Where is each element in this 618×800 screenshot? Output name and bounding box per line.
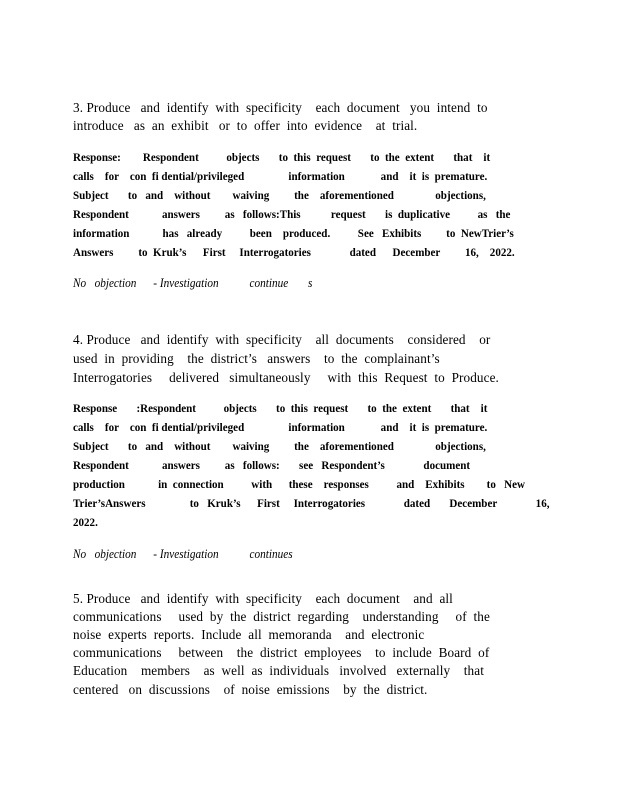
response-4-line-3: Subject to and without waiving the aforementioned objections,	[73, 439, 486, 453]
response-3-line-4: Respondent answers as follows:This request is duplicative as the	[73, 207, 511, 221]
response-3-line-5: information has already been produced. See Exhibits to NewTrier’s	[73, 226, 514, 240]
request-5-line-2: communications used by the district regarding understanding of the	[73, 609, 490, 624]
request-5-line-6: centered on discussions of noise emissions by the district.	[73, 682, 428, 697]
response-3-line-3: Subject to and without waiving the aforementioned objections,	[73, 188, 486, 202]
request-5-line-4: communications between the district employees to include Board of	[73, 645, 490, 660]
request-3-line-1: 3. Produce and identify with specificity each document you intend to	[73, 100, 488, 115]
response-3-line-6: Answers to Kruk’s First Interrogatories dated December 16, 2022.	[73, 245, 515, 259]
request-4-line-2: used in providing the district’s answers to the complainant’s	[73, 351, 440, 366]
request-5-line-3: noise experts reports. Include all memoranda and electronic	[73, 627, 425, 642]
response-3-line-2: calls for con fi dential/privileged information and it is premature.	[73, 169, 488, 183]
note-4: No objection - Investigation continues	[73, 547, 293, 561]
request-5-line-1: 5. Produce and identify with specificity each document and all	[73, 591, 453, 606]
request-3-line-2: introduce as an exhibit or to offer into evidence at trial.	[73, 118, 418, 133]
response-3-line-1: Response: Respondent objects to this request to the extent that it	[73, 150, 491, 164]
request-4-line-1: 4. Produce and identify with specificity all documents considered or	[73, 332, 491, 347]
response-4-line-7: 2022.	[73, 515, 98, 529]
response-4-line-1: Response :Respondent objects to this request to the extent that it	[73, 401, 488, 415]
request-4-line-3: Interrogatories delivered simultaneously with this Request to Produce.	[73, 370, 499, 385]
response-4-line-5: production in connection with these responses and Exhibits to New	[73, 477, 525, 491]
response-4-line-6: Trier’sAnswers to Kruk’s First Interrogatories dated December 16,	[73, 496, 550, 510]
response-4-line-2: calls for con fi dential/privileged information and it is premature.	[73, 420, 488, 434]
request-5-line-5: Education members as well as individuals involved externally that	[73, 663, 484, 678]
note-3: No objection - Investigation continue s	[73, 276, 313, 290]
response-4-line-4: Respondent answers as follows: see Respondent’s document	[73, 458, 471, 472]
